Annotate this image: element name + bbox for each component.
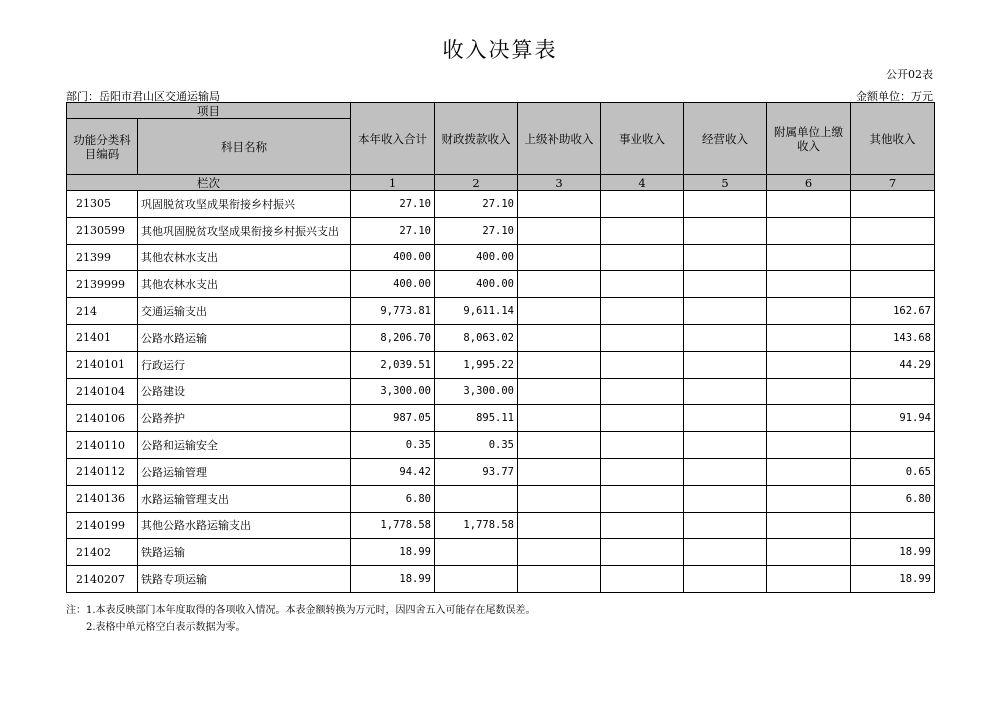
cell-business-income <box>601 351 684 378</box>
cell-other-income <box>851 271 935 298</box>
cell-affiliated-income <box>767 378 851 405</box>
table-row <box>67 324 935 351</box>
table-row <box>67 298 935 325</box>
col-number-7: 7 <box>851 175 935 191</box>
cell-superior-subsidy <box>518 566 601 593</box>
cell-affiliated-income <box>767 512 851 539</box>
cell-subject-name: 公路建设 <box>138 378 351 405</box>
cell-subject-name: 铁路专项运输 <box>138 566 351 593</box>
cell-operating-income <box>684 405 767 432</box>
cell-fiscal-appropriation: 895.11 <box>435 405 518 432</box>
header-col-1: 本年收入合计 <box>351 103 435 175</box>
cell-total-income: 27.10 <box>351 191 435 218</box>
cell-subject-name: 其他农林水支出 <box>138 244 351 271</box>
cell-business-income <box>601 217 684 244</box>
table-row <box>67 566 935 593</box>
cell-total-income: 400.00 <box>351 244 435 271</box>
cell-total-income: 8,206.70 <box>351 324 435 351</box>
cell-total-income: 2,039.51 <box>351 351 435 378</box>
cell-subject-name: 其他农林水支出 <box>138 271 351 298</box>
cell-total-income: 1,778.58 <box>351 512 435 539</box>
cell-other-income <box>851 432 935 459</box>
cell-superior-subsidy <box>518 324 601 351</box>
cell-func-code: 21399 <box>67 244 138 271</box>
cell-superior-subsidy <box>518 539 601 566</box>
table-row <box>67 351 935 378</box>
cell-business-income <box>601 539 684 566</box>
col-number-2: 2 <box>435 175 518 191</box>
cell-fiscal-appropriation: 8,063.02 <box>435 324 518 351</box>
cell-affiliated-income <box>767 244 851 271</box>
cell-subject-name: 行政运行 <box>138 351 351 378</box>
cell-operating-income <box>684 378 767 405</box>
cell-affiliated-income <box>767 539 851 566</box>
cell-fiscal-appropriation: 3,300.00 <box>435 378 518 405</box>
cell-subject-name: 公路运输管理 <box>138 458 351 485</box>
cell-subject-name: 公路水路运输 <box>138 324 351 351</box>
cell-operating-income <box>684 432 767 459</box>
department-label: 部门：岳阳市君山区交通运输局 <box>66 90 220 103</box>
cell-other-income: 44.29 <box>851 351 935 378</box>
cell-fiscal-appropriation: 27.10 <box>435 191 518 218</box>
cell-affiliated-income <box>767 458 851 485</box>
cell-superior-subsidy <box>518 217 601 244</box>
cell-subject-name: 水路运输管理支出 <box>138 485 351 512</box>
col-number-6: 6 <box>767 175 851 191</box>
cell-func-code: 2140104 <box>67 378 138 405</box>
cell-other-income: 143.68 <box>851 324 935 351</box>
cell-superior-subsidy <box>518 298 601 325</box>
header-col-4: 事业收入 <box>601 103 684 175</box>
cell-func-code: 21305 <box>67 191 138 218</box>
note-2: 2.表格中单元格空白表示数据为零。 <box>86 622 246 633</box>
cell-affiliated-income <box>767 298 851 325</box>
col-number-5: 5 <box>684 175 767 191</box>
cell-fiscal-appropriation: 1,995.22 <box>435 351 518 378</box>
col-number-4: 4 <box>601 175 684 191</box>
cell-other-income <box>851 191 935 218</box>
cell-superior-subsidy <box>518 432 601 459</box>
cell-business-income <box>601 378 684 405</box>
cell-operating-income <box>684 539 767 566</box>
cell-affiliated-income <box>767 485 851 512</box>
cell-func-code: 2139999 <box>67 271 138 298</box>
cell-func-code: 2140106 <box>67 405 138 432</box>
cell-other-income <box>851 244 935 271</box>
cell-other-income: 91.94 <box>851 405 935 432</box>
header-subject-name: 科目名称 <box>138 119 351 175</box>
cell-operating-income <box>684 566 767 593</box>
cell-superior-subsidy <box>518 191 601 218</box>
cell-subject-name: 交通运输支出 <box>138 298 351 325</box>
cell-superior-subsidy <box>518 458 601 485</box>
cell-superior-subsidy <box>518 244 601 271</box>
cell-total-income: 3,300.00 <box>351 378 435 405</box>
cell-subject-name: 公路和运输安全 <box>138 432 351 459</box>
header-func-code: 功能分类科目编码 <box>67 119 138 175</box>
cell-func-code: 2140112 <box>67 458 138 485</box>
cell-total-income: 27.10 <box>351 217 435 244</box>
cell-operating-income <box>684 217 767 244</box>
cell-total-income: 94.42 <box>351 458 435 485</box>
cell-func-code: 2130599 <box>67 217 138 244</box>
cell-total-income: 9,773.81 <box>351 298 435 325</box>
cell-other-income: 18.99 <box>851 539 935 566</box>
income-table <box>66 102 935 593</box>
header-col-3: 上级补助收入 <box>518 103 601 175</box>
cell-superior-subsidy <box>518 378 601 405</box>
cell-other-income: 18.99 <box>851 566 935 593</box>
cell-func-code: 21401 <box>67 324 138 351</box>
cell-fiscal-appropriation: 400.00 <box>435 271 518 298</box>
col-number-3: 3 <box>518 175 601 191</box>
cell-total-income: 400.00 <box>351 271 435 298</box>
cell-subject-name: 其他公路水路运输支出 <box>138 512 351 539</box>
cell-fiscal-appropriation: 27.10 <box>435 217 518 244</box>
unit-label: 金额单位：万元 <box>856 90 933 103</box>
header-col-6: 附属单位上缴收入 <box>767 103 851 175</box>
cell-business-income <box>601 324 684 351</box>
cell-affiliated-income <box>767 566 851 593</box>
cell-business-income <box>601 405 684 432</box>
table-row <box>67 217 935 244</box>
cell-func-code: 2140207 <box>67 566 138 593</box>
cell-affiliated-income <box>767 191 851 218</box>
cell-superior-subsidy <box>518 485 601 512</box>
table-body <box>67 191 935 593</box>
cell-other-income: 6.80 <box>851 485 935 512</box>
header-col-7: 其他收入 <box>851 103 935 175</box>
cell-superior-subsidy <box>518 271 601 298</box>
header-col-2: 财政拨款收入 <box>435 103 518 175</box>
cell-affiliated-income <box>767 405 851 432</box>
cell-operating-income <box>684 324 767 351</box>
cell-superior-subsidy <box>518 512 601 539</box>
cell-fiscal-appropriation: 93.77 <box>435 458 518 485</box>
table-row <box>67 432 935 459</box>
cell-fiscal-appropriation: 1,778.58 <box>435 512 518 539</box>
cell-business-income <box>601 244 684 271</box>
header-col-5: 经营收入 <box>684 103 767 175</box>
table-row <box>67 244 935 271</box>
table-row <box>67 378 935 405</box>
cell-total-income: 0.35 <box>351 432 435 459</box>
cell-total-income: 18.99 <box>351 539 435 566</box>
cell-func-code: 21402 <box>67 539 138 566</box>
cell-operating-income <box>684 351 767 378</box>
notes <box>66 602 536 636</box>
cell-business-income <box>601 458 684 485</box>
cell-business-income <box>601 271 684 298</box>
table-row <box>67 458 935 485</box>
cell-other-income <box>851 378 935 405</box>
table-row <box>67 191 935 218</box>
cell-operating-income <box>684 485 767 512</box>
form-code: 公开02表 <box>886 68 933 81</box>
cell-superior-subsidy <box>518 351 601 378</box>
cell-func-code: 2140101 <box>67 351 138 378</box>
cell-other-income <box>851 217 935 244</box>
cell-affiliated-income <box>767 432 851 459</box>
cell-subject-name: 其他巩固脱贫攻坚成果衔接乡村振兴支出 <box>138 217 351 244</box>
cell-subject-name: 公路养护 <box>138 405 351 432</box>
cell-operating-income <box>684 458 767 485</box>
cell-operating-income <box>684 512 767 539</box>
cell-func-code: 2140199 <box>67 512 138 539</box>
cell-func-code: 2140136 <box>67 485 138 512</box>
cell-total-income: 6.80 <box>351 485 435 512</box>
cell-other-income: 0.65 <box>851 458 935 485</box>
table-row <box>67 512 935 539</box>
cell-operating-income <box>684 271 767 298</box>
cell-fiscal-appropriation <box>435 566 518 593</box>
cell-operating-income <box>684 298 767 325</box>
cell-business-income <box>601 485 684 512</box>
cell-func-code: 2140110 <box>67 432 138 459</box>
cell-business-income <box>601 512 684 539</box>
table-row <box>67 271 935 298</box>
cell-subject-name: 巩固脱贫攻坚成果衔接乡村振兴 <box>138 191 351 218</box>
cell-business-income <box>601 432 684 459</box>
cell-business-income <box>601 566 684 593</box>
col-number-1: 1 <box>351 175 435 191</box>
cell-fiscal-appropriation: 400.00 <box>435 244 518 271</box>
cell-fiscal-appropriation: 0.35 <box>435 432 518 459</box>
table-row <box>67 485 935 512</box>
header-lanci: 栏次 <box>67 175 351 191</box>
cell-other-income: 162.67 <box>851 298 935 325</box>
cell-total-income: 18.99 <box>351 566 435 593</box>
cell-other-income <box>851 512 935 539</box>
cell-business-income <box>601 191 684 218</box>
header-project: 项目 <box>67 103 351 119</box>
cell-operating-income <box>684 191 767 218</box>
cell-affiliated-income <box>767 324 851 351</box>
report-title: 收入决算表 <box>442 38 558 62</box>
cell-func-code: 214 <box>67 298 138 325</box>
cell-superior-subsidy <box>518 405 601 432</box>
note-1: 注：1.本表反映部门本年度取得的各项收入情况。本表金额转换为万元时，因四舍五入可能存在尾数误差。 <box>66 605 536 616</box>
cell-subject-name: 铁路运输 <box>138 539 351 566</box>
cell-operating-income <box>684 244 767 271</box>
table-row <box>67 405 935 432</box>
cell-fiscal-appropriation: 9,611.14 <box>435 298 518 325</box>
cell-affiliated-income <box>767 217 851 244</box>
cell-business-income <box>601 298 684 325</box>
table-row <box>67 539 935 566</box>
cell-total-income: 987.05 <box>351 405 435 432</box>
cell-fiscal-appropriation <box>435 539 518 566</box>
cell-affiliated-income <box>767 271 851 298</box>
cell-affiliated-income <box>767 351 851 378</box>
cell-fiscal-appropriation <box>435 485 518 512</box>
